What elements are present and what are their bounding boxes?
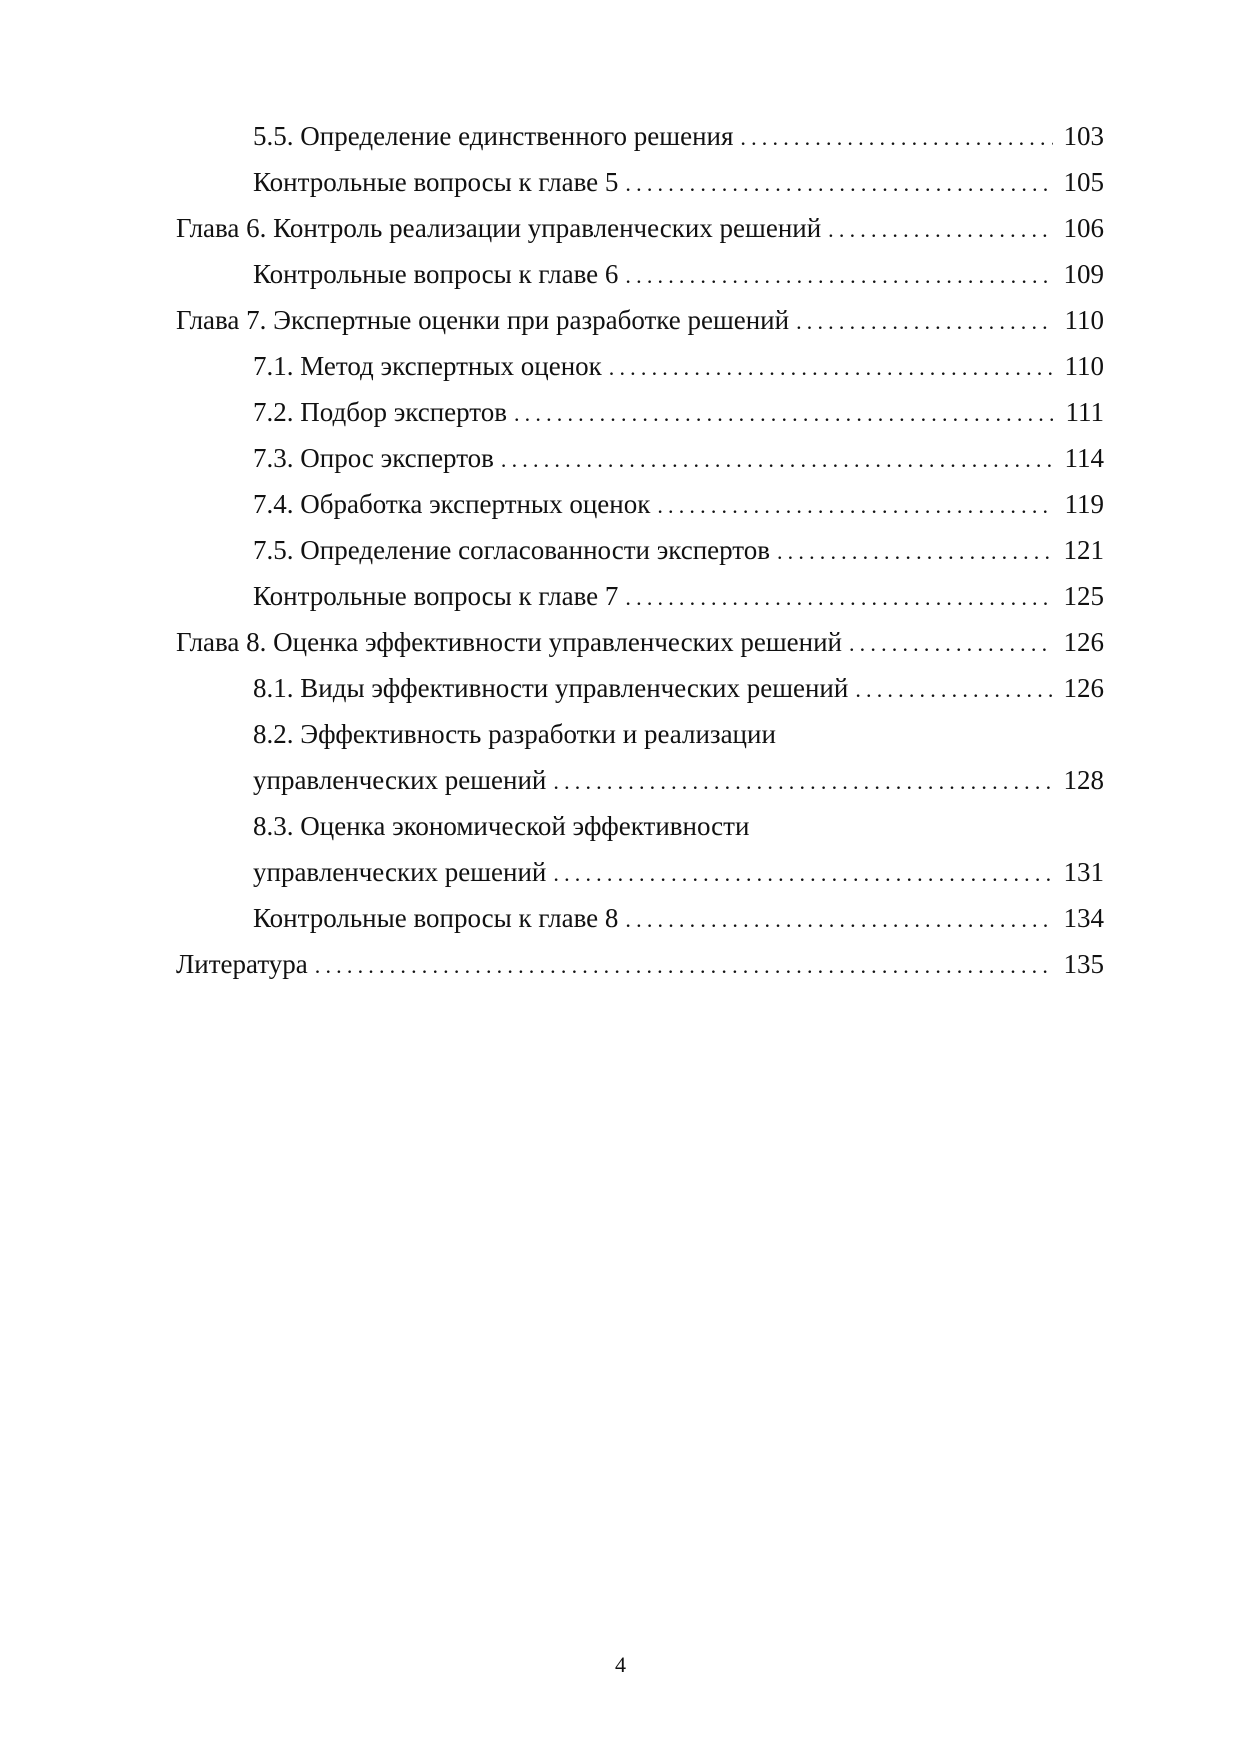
toc-entry[interactable] [176, 435, 1104, 481]
toc-entry-page: 126 [1063, 627, 1104, 657]
dot-leader [315, 943, 1053, 989]
dot-leader [514, 391, 1053, 437]
toc-entry-page: 111 [1065, 397, 1104, 427]
dot-leader [855, 667, 1053, 713]
toc-entry-label: управленческих решений [253, 857, 547, 887]
toc-entry[interactable] [176, 757, 1104, 803]
toc-entry[interactable] [176, 343, 1104, 389]
toc-entry-page: 121 [1063, 535, 1104, 565]
toc-entry-label: 7.1. Метод экспертных оценок [253, 351, 602, 381]
toc-entry-page: 114 [1064, 443, 1104, 473]
toc-entry-page: 109 [1063, 259, 1104, 289]
toc-entry-label: Глава 8. Оценка эффективности управленческих решений [176, 627, 842, 657]
toc-entry-page: 110 [1064, 351, 1104, 381]
dot-leader [553, 759, 1053, 805]
dot-leader [625, 897, 1053, 943]
toc-entry-label: 8.3. Оценка экономической эффективности [253, 811, 750, 841]
dot-leader [553, 851, 1053, 897]
toc-entry[interactable] [176, 527, 1104, 573]
toc-entry-page: 134 [1063, 903, 1104, 933]
toc-entry[interactable] [176, 389, 1104, 435]
toc-entry-label: 8.2. Эффективность разработки и реализации [253, 719, 776, 749]
dot-leader [657, 483, 1053, 529]
toc-entry[interactable] [176, 665, 1104, 711]
dot-leader [849, 621, 1053, 667]
toc-entry-first-line[interactable] [176, 803, 1104, 849]
toc-entry[interactable] [176, 481, 1104, 527]
toc-entry-page: 103 [1063, 121, 1104, 151]
toc-entry-label: управленческих решений [253, 765, 547, 795]
toc-entry-label: 7.5. Определение согласованности экспертов [253, 535, 770, 565]
toc-entry-label: Контрольные вопросы к главе 5 [253, 167, 619, 197]
toc-chapter-entry[interactable] [176, 205, 1104, 251]
toc-entry-label: 8.1. Виды эффективности управленческих решений [253, 673, 849, 703]
toc-entry-page: 106 [1063, 213, 1104, 243]
toc-entry[interactable] [176, 159, 1104, 205]
toc-entry-first-line[interactable] [176, 711, 1104, 757]
toc-entry[interactable] [176, 895, 1104, 941]
toc-entry[interactable] [176, 573, 1104, 619]
toc-chapter-entry[interactable] [176, 941, 1104, 987]
toc-entry-label: Глава 7. Экспертные оценки при разработке решений [176, 305, 790, 335]
toc-entry-label: Глава 6. Контроль реализации управленческих решений [176, 213, 822, 243]
dot-leader [501, 437, 1053, 483]
table-of-contents [176, 113, 1104, 987]
toc-entry-label: Контрольные вопросы к главе 7 [253, 581, 619, 611]
dot-leader [625, 253, 1053, 299]
toc-entry-page: 125 [1063, 581, 1104, 611]
toc-entry-label: 7.4. Обработка экспертных оценок [253, 489, 651, 519]
toc-entry-page: 110 [1064, 305, 1104, 335]
toc-entry-label: Контрольные вопросы к главе 6 [253, 259, 619, 289]
toc-entry-label: 7.2. Подбор экспертов [253, 397, 507, 427]
toc-entry[interactable] [176, 251, 1104, 297]
toc-entry-page: 135 [1063, 949, 1104, 979]
toc-entry-page: 105 [1063, 167, 1104, 197]
toc-entry[interactable] [176, 849, 1104, 895]
toc-entry[interactable] [176, 113, 1104, 159]
dot-leader [609, 345, 1053, 391]
toc-entry-page: 119 [1064, 489, 1104, 519]
dot-leader [828, 207, 1053, 253]
toc-chapter-entry[interactable] [176, 619, 1104, 665]
page-number: 4 [615, 1652, 626, 1677]
dot-leader [625, 161, 1053, 207]
toc-entry-label: Контрольные вопросы к главе 8 [253, 903, 619, 933]
dot-leader [796, 299, 1053, 345]
toc-entry-page: 128 [1063, 765, 1104, 795]
toc-entry-page: 131 [1063, 857, 1104, 887]
dot-leader [625, 575, 1053, 621]
dot-leader [777, 529, 1053, 575]
toc-entry-label: 7.3. Опрос экспертов [253, 443, 494, 473]
toc-entry-label: Литература [176, 949, 308, 979]
toc-entry-label: 5.5. Определение единственного решения [253, 121, 734, 151]
toc-entry-page: 126 [1063, 673, 1104, 703]
toc-chapter-entry[interactable] [176, 297, 1104, 343]
dot-leader [740, 115, 1053, 161]
